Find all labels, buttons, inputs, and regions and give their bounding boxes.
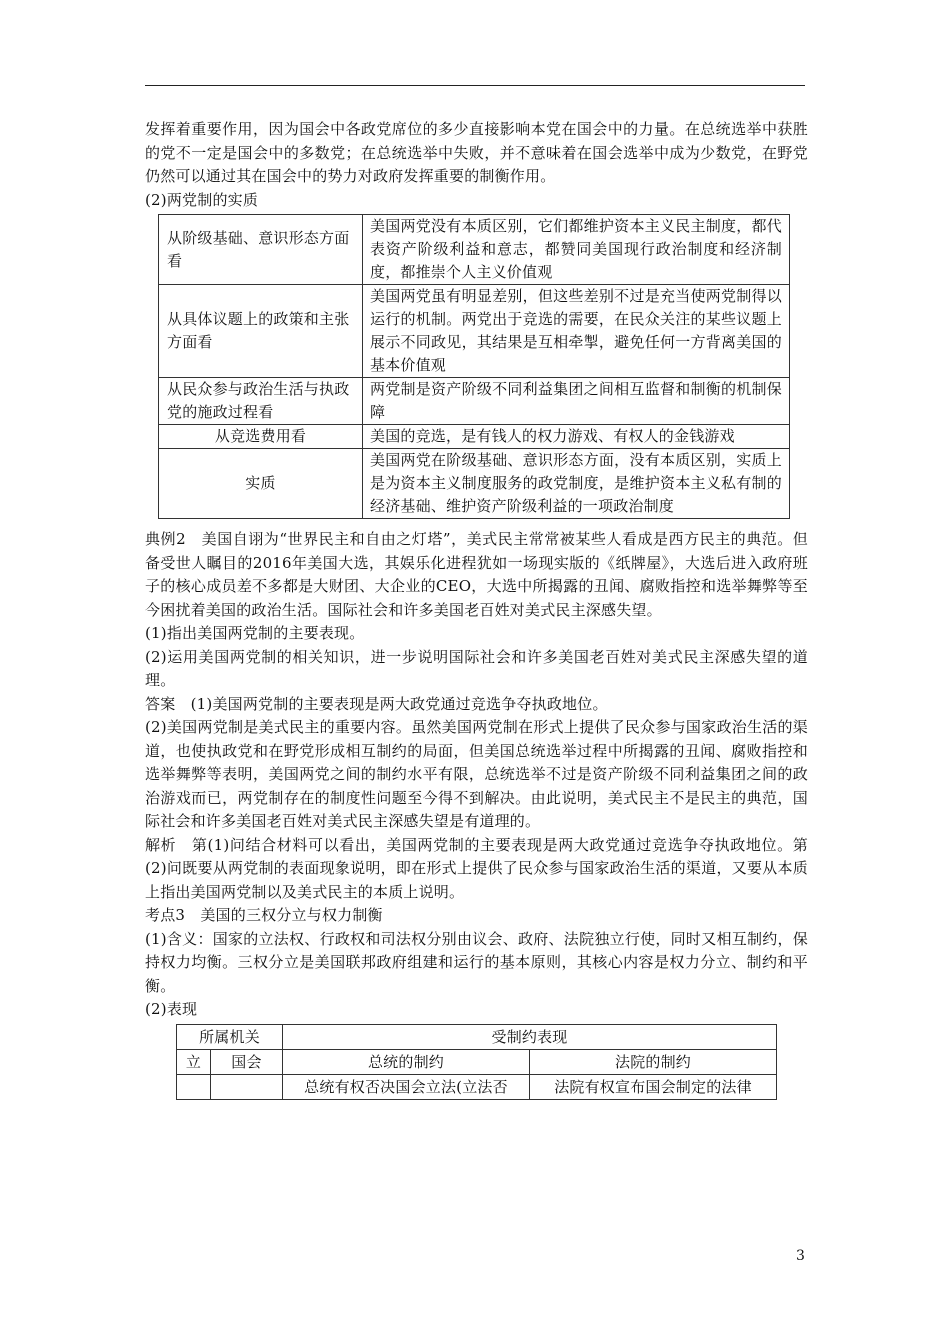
content-cell: 美国两党没有本质区别，它们都维护资本主义民主制度，都代表资产阶级利益和意志，都赞同美国现行政治制度和经济制度，都推崇个人主义价值观	[363, 215, 790, 285]
answer-2: (2)美国两党制是美式民主的重要内容。虽然美国两党制在形式上提供了民众参与国家政治生活的渠道，也使执政党和在野党形成相互制约的局面，但美国总统选举过程中所揭露的丑闻、腐败指控和选举舞弊等表明，美国两党之间的制约水平有限，总统选举不过是资产阶级不同利益集团之间的政治游戏而已，两党制存在的制度性问题至今得不到解决。由此说明，美式民主不是民主的典范，国际社会和许多美国老百姓对美式民主深感失望是有道理的。	[145, 718, 808, 830]
header-rule	[145, 85, 805, 86]
intro-paragraph: 发挥着重要作用，因为国会中各政党席位的多少直接影响本党在国会中的力量。在总统选举中获胜的党不一定是国会中的多数党；在总统选举中失败，并不意味着在国会选举中成为少数党，在野党仍然可以通过其在国会中的势力对政府发挥重要的制衡作用。	[145, 120, 808, 185]
table-row	[159, 425, 790, 449]
table-row	[159, 215, 790, 285]
header-manifest: 受制约表现	[283, 1024, 777, 1049]
agency-cell: 国会	[211, 1049, 283, 1074]
table-row	[159, 378, 790, 425]
court-check-cell: 法院有权宣布国会制定的法律	[530, 1074, 777, 1099]
checks-balances-table	[176, 1024, 777, 1100]
content-cell: 两党制是资产阶级不同利益集团之间相互监督和制衡的机制保障	[363, 378, 790, 425]
analysis: 解析 第(1)问结合材料可以看出，美国两党制的主要表现是两大政党通过竞选争夺执政地位。第(2)问既要从两党制的表面现象说明，即在形式上提供了民众参与国家政治生活的渠道，又要从本质上指出美国两党制以及美式民主的本质上说明。	[145, 835, 808, 901]
topic3-manifest-heading: (2)表现	[145, 1000, 198, 1018]
question-2: (2)运用美国两党制的相关知识，进一步说明国际社会和许多美国老百姓对美式民主深感失望的道理。	[145, 647, 808, 689]
sub-header-president: 总统的制约	[283, 1049, 530, 1074]
content-cell: 美国两党虽有明显差别，但这些差别不过是充当使两党制得以运行的机制。两党出于竞选的需要，在民众关注的某些议题上展示不同政见，其结果是互相牵掣，避免任何一方背离美国的基本价值观	[363, 285, 790, 378]
topic3-title: 考点3 美国的三权分立与权力制衡	[145, 906, 383, 924]
topic3-meaning: (1)含义：国家的立法权、行政权和司法权分别由议会、政府、法院独立行使，同时又相互制约，保持权力均衡。三权分立是美国联邦政府组建和运行的基本原则，其核心内容是权力分立、制约和平衡。	[145, 929, 808, 995]
aspect-cell: 从阶级基础、意识形态方面看	[159, 215, 363, 285]
page-number: 3	[796, 1248, 805, 1264]
page-content	[145, 118, 808, 1100]
table-row	[159, 449, 790, 519]
question-1: (1)指出美国两党制的主要表现。	[145, 624, 365, 642]
table-row	[177, 1049, 777, 1074]
agency-cell-empty	[211, 1074, 283, 1099]
aspect-cell: 从民众参与政治生活与执政党的施政过程看	[159, 378, 363, 425]
table-row	[159, 285, 790, 378]
example2-text: 典例2 美国自诩为“世界民主和自由之灯塔”，美式民主常常被某些人看成是西方民主的典范。但备受世人瞩目的2016年美国大选，其娱乐化进程犹如一场现实版的《纸牌屋》，大选后进入政府班子的核心成员差不多都是大财团、大企业的CEO，大选中所揭露的丑闻、腐败指控和选举舞弊等至今困扰着美国的政治生活。国际社会和许多美国老百姓对美式民主深感失望。	[145, 530, 808, 619]
two-party-essence-table	[158, 214, 790, 519]
sub-header-court: 法院的制约	[530, 1049, 777, 1074]
aspect-cell: 从竞选费用看	[159, 425, 363, 449]
content-cell: 美国两党在阶级基础、意识形态方面，没有本质区别，实质上是为资本主义制度服务的政党制度，是维护资本主义私有制的经济基础、维护资产阶级利益的一项政治制度	[363, 449, 790, 519]
president-check-cell: 总统有权否决国会立法(立法否	[283, 1074, 530, 1099]
aspect-cell: 实质	[159, 449, 363, 519]
answer-1: 答案 (1)美国两党制的主要表现是两大政党通过竞选争夺执政地位。	[145, 694, 608, 713]
table-row	[177, 1024, 777, 1049]
branch-cell-empty	[177, 1074, 211, 1099]
header-agency: 所属机关	[177, 1024, 283, 1049]
aspect-cell: 从具体议题上的政策和主张方面看	[159, 285, 363, 378]
branch-cell: 立	[177, 1049, 211, 1074]
section-two-party-heading: (2)两党制的实质	[145, 190, 259, 209]
content-cell: 美国的竞选，是有钱人的权力游戏、有权人的金钱游戏	[363, 425, 790, 449]
table-row	[177, 1074, 777, 1099]
